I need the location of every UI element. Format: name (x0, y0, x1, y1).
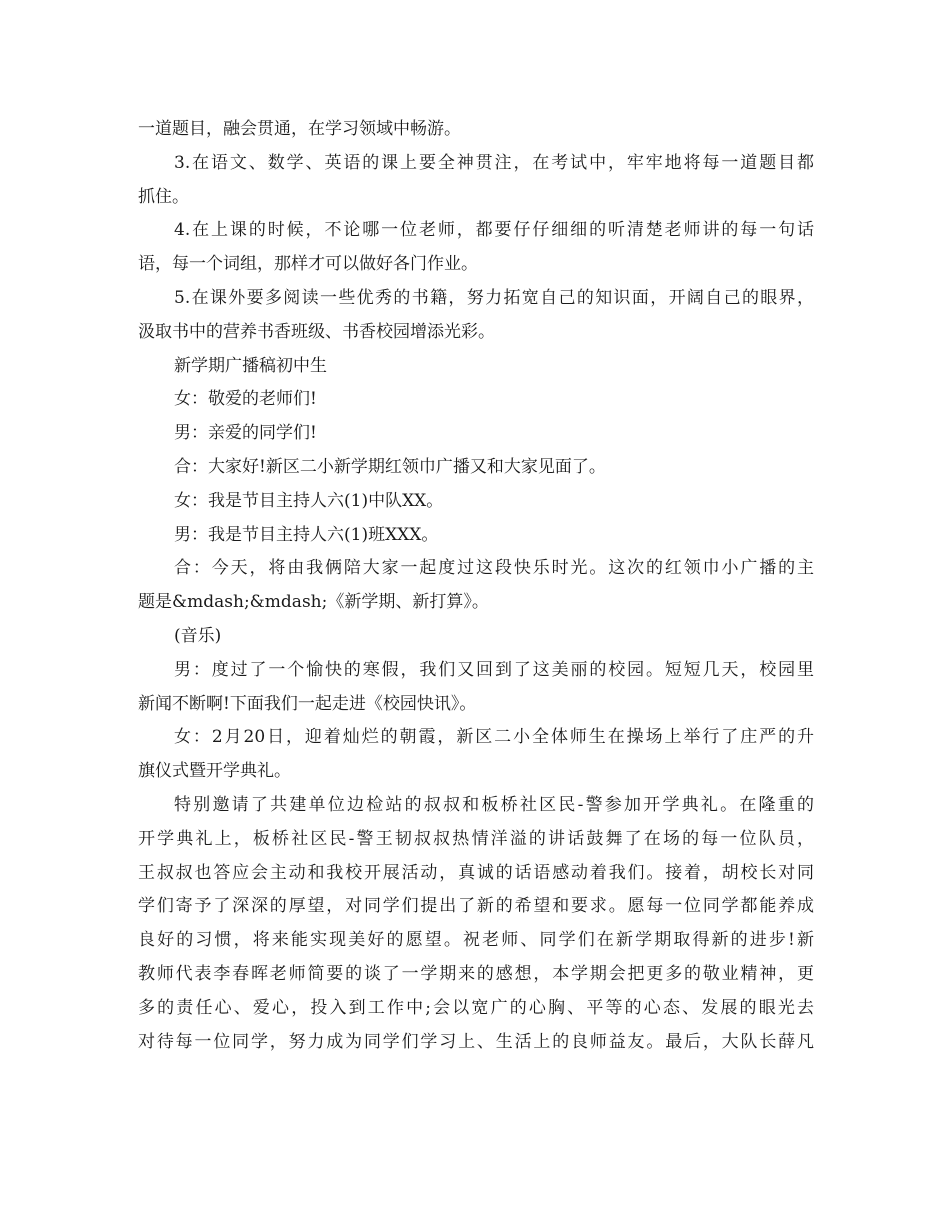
text-line: 5.在课外要多阅读一些优秀的书籍，努力拓宽自己的知识面，开阔自己的眼界， (174, 287, 814, 308)
text-line: 女：2月20日，迎着灿烂的朝霞，新区二小全体师生在操场上举行了庄严的升 (174, 727, 814, 748)
text-line: 开学典礼上，板桥社区民-警王韧叔叔热情洋溢的讲话鼓舞了在场的每一位队员， (138, 828, 814, 849)
text-line: 3.在语文、数学、英语的课上要全神贯注，在考试中，牢牢地将每一道题目都 (174, 152, 814, 173)
text-line: 对待每一位同学，努力成为同学们学习上、生活上的良师益友。最后，大队长薛凡 (138, 1031, 814, 1052)
text-line: (音乐) (174, 625, 222, 646)
text-line: 合：今天，将由我俩陪大家一起度过这段快乐时光。这次的红领巾小广播的主 (174, 558, 814, 579)
text-line: 男：我是节目主持人六(1)班XXX。 (174, 524, 439, 545)
document-page (138, 113, 814, 1059)
text-line: 题是&mdash;&mdash;《新学期、新打算》。 (138, 592, 489, 613)
text-line: 汲取书中的营养书香班级、书香校园增添光彩。 (138, 321, 495, 342)
text-line: 男：度过了一个愉快的寒假，我们又回到了这美丽的校园。短短几天，校园里 (174, 659, 814, 680)
text-line: 抓住。 (138, 186, 189, 207)
text-line: 一道题目，融会贯通，在学习领域中畅游。 (138, 119, 461, 139)
text-line: 男：亲爱的同学们! (174, 423, 317, 444)
text-line: 4.在上课的时候，不论哪一位老师，都要仔仔细细的听清楚老师讲的每一句话 (174, 220, 814, 241)
text-line: 学们寄予了深深的厚望，对同学们提出了新的希望和要求。愿每一位同学都能养成 (138, 896, 814, 917)
text-line: 女：我是节目主持人六(1)中队XX。 (174, 490, 444, 511)
text-line: 语，每一个词组，那样才可以做好各门作业。 (138, 254, 478, 275)
text-line: 合：大家好!新区二小新学期红领巾广播又和大家见面了。 (174, 456, 606, 477)
text-line: 旗仪式暨开学典礼。 (138, 761, 291, 782)
text-line: 新闻不断啊!下面我们一起走进《校园快讯》。 (138, 693, 477, 714)
text-line: 良好的习惯，将来能实现美好的愿望。祝老师、同学们在新学期取得新的进步!新 (138, 930, 814, 951)
text-line: 教师代表李春晖老师简要的谈了一学期来的感想，本学期会把更多的敬业精神，更 (138, 963, 814, 984)
text-line: 多的责任心、爱心，投入到工作中;会以宽广的心胸、平等的心态、发展的眼光去 (138, 997, 814, 1018)
text-line: 女：敬爱的老师们! (174, 389, 317, 410)
section-heading: 新学期广播稿初中生 (174, 355, 327, 376)
text-line: 王叔叔也答应会主动和我校开展活动，真诚的话语感动着我们。接着，胡校长对同 (138, 862, 814, 883)
text-line: 特别邀请了共建单位边检站的叔叔和板桥社区民-警参加开学典礼。在隆重的 (174, 794, 814, 815)
